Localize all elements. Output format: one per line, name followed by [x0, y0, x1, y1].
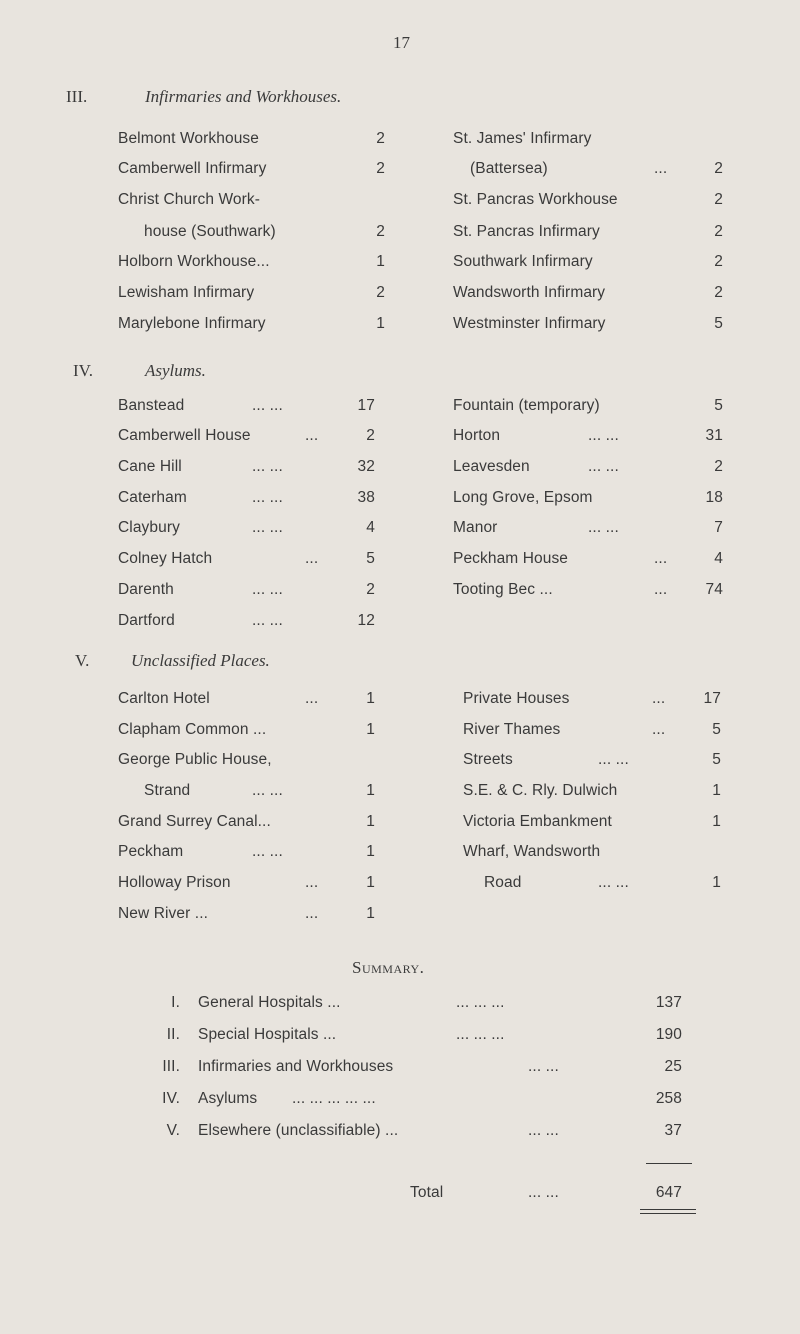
section-v-title: Unclassified Places.	[131, 651, 270, 670]
list-item-count: 2	[366, 427, 375, 444]
list-item: Camberwell House	[118, 427, 251, 444]
list-item-count: 1	[712, 874, 721, 891]
list-item: Banstead	[118, 397, 185, 414]
list-item-count: 4	[366, 519, 375, 536]
list-item-leader: ...	[305, 550, 319, 567]
list-item: George Public House,	[118, 751, 272, 768]
list-item-count: 2	[714, 284, 723, 301]
summary-row-numeral: I.	[171, 994, 180, 1011]
list-item: Streets	[463, 751, 513, 768]
list-item: Holloway Prison	[118, 874, 231, 891]
list-item: Camberwell Infirmary	[118, 160, 267, 177]
list-item: Westminster Infirmary	[453, 315, 606, 332]
list-item-leader: ... ...	[252, 397, 283, 414]
list-item: Tooting Bec ...	[453, 581, 553, 598]
section-iv-title: Asylums.	[145, 361, 206, 380]
list-item-leader: ... ...	[598, 751, 629, 768]
summary-row-leader: ... ... ...	[456, 1026, 505, 1043]
section-iv-numeral: IV.	[73, 361, 93, 380]
summary-row-leader: ... ... ...	[456, 994, 505, 1011]
list-item: Road	[484, 874, 522, 891]
summary-row-value: 25	[664, 1058, 682, 1075]
list-item-leader: ... ...	[252, 489, 283, 506]
summary-row-label: Infirmaries and Workhouses	[198, 1058, 394, 1075]
summary-row-leader: ... ...	[528, 1122, 559, 1139]
total-leader: ... ...	[528, 1184, 559, 1201]
list-item-count: 7	[714, 519, 723, 536]
list-item: River Thames	[463, 721, 561, 738]
list-item-count: 1	[712, 782, 721, 799]
list-item: Caterham	[118, 489, 187, 506]
list-item-leader: ... ...	[252, 581, 283, 598]
list-item-leader: ... ...	[252, 458, 283, 475]
list-item-count: 12	[357, 612, 375, 629]
total-double-rule-bottom	[640, 1213, 696, 1214]
list-item: Holborn Workhouse...	[118, 253, 270, 270]
list-item-leader: ... ...	[598, 874, 629, 891]
list-item: New River ...	[118, 905, 209, 922]
list-item: Manor	[453, 519, 498, 536]
summary-heading: Summary.	[352, 958, 425, 977]
list-item-count: 1	[366, 721, 375, 738]
list-item-count: 2	[714, 458, 723, 475]
summary-row-value: 137	[655, 994, 682, 1011]
list-item: St. James' Infirmary	[453, 130, 592, 147]
list-item: Long Grove, Epsom	[453, 489, 593, 506]
list-item: Lewisham Infirmary	[118, 284, 255, 301]
list-item-count: 38	[357, 489, 375, 506]
section-iii-numeral: III.	[66, 87, 88, 106]
list-item: Leavesden	[453, 458, 530, 475]
list-item: Belmont Workhouse	[118, 130, 259, 147]
summary-row-label: Asylums	[198, 1090, 258, 1107]
list-item-count: 2	[714, 191, 723, 208]
list-item-count: 17	[357, 397, 375, 414]
list-item: Wharf, Wandsworth	[463, 843, 601, 860]
total-value: 647	[655, 1184, 682, 1201]
list-item-count: 1	[376, 315, 385, 332]
total-label: Total	[410, 1184, 444, 1201]
list-item: Horton	[453, 427, 501, 444]
list-item: Christ Church Work-	[118, 191, 260, 208]
list-item-count: 1	[712, 813, 721, 830]
list-item-count: 1	[366, 690, 375, 707]
list-item-leader: ... ...	[252, 843, 283, 860]
list-item-leader: ...	[652, 690, 666, 707]
list-item-count: 5	[714, 397, 723, 414]
list-item-leader: ... ...	[588, 458, 619, 475]
list-item-leader: ... ...	[252, 612, 283, 629]
list-item-leader: ...	[652, 721, 666, 738]
list-item-count: 2	[376, 223, 385, 240]
list-item: Marylebone Infirmary	[118, 315, 266, 332]
list-item: Wandsworth Infirmary	[453, 284, 606, 301]
list-item: (Battersea)	[470, 160, 548, 177]
list-item: Peckham House	[453, 550, 569, 567]
list-item: S.E. & C. Rly. Dulwich	[463, 782, 618, 799]
summary-row-numeral: V.	[166, 1122, 180, 1139]
list-item-count: 74	[705, 581, 723, 598]
list-item-count: 2	[376, 160, 385, 177]
list-item: Private Houses	[463, 690, 570, 707]
list-item-count: 5	[712, 721, 721, 738]
list-item: Darenth	[118, 581, 174, 598]
list-item-count: 1	[376, 253, 385, 270]
list-item-leader: ...	[654, 581, 668, 598]
list-item: Victoria Embankment	[463, 813, 612, 830]
summary-row-leader: ... ... ... ... ...	[292, 1090, 376, 1107]
list-item-count: 2	[714, 160, 723, 177]
list-item-leader: ...	[305, 874, 319, 891]
list-item: St. Pancras Workhouse	[453, 191, 618, 208]
list-item-count: 2	[366, 581, 375, 598]
list-item: Claybury	[118, 519, 180, 536]
list-item-count: 31	[705, 427, 723, 444]
summary-row-numeral: IV.	[162, 1090, 180, 1107]
list-item-leader: ... ...	[252, 782, 283, 799]
list-item-count: 17	[703, 690, 721, 707]
list-item: Cane Hill	[118, 458, 182, 475]
list-item-count: 2	[376, 284, 385, 301]
list-item: St. Pancras Infirmary	[453, 223, 600, 240]
list-item: Colney Hatch	[118, 550, 213, 567]
list-item: Clapham Common ...	[118, 721, 267, 738]
list-item-count: 1	[366, 813, 375, 830]
list-item: Strand	[144, 782, 191, 799]
list-item-count: 4	[714, 550, 723, 567]
subtotal-rule	[646, 1163, 692, 1164]
list-item-count: 1	[366, 782, 375, 799]
list-item: Dartford	[118, 612, 175, 629]
list-item: Grand Surrey Canal...	[118, 813, 271, 830]
list-item-leader: ...	[305, 905, 319, 922]
list-item-leader: ...	[654, 550, 668, 567]
summary-row-numeral: III.	[162, 1058, 180, 1075]
list-item: house (Southwark)	[144, 223, 276, 240]
summary-row-value: 258	[655, 1090, 682, 1107]
summary-row-label: Special Hospitals ...	[198, 1026, 337, 1043]
list-item-count: 5	[366, 550, 375, 567]
list-item: Fountain (temporary)	[453, 397, 600, 414]
list-item-count: 1	[366, 843, 375, 860]
list-item-count: 5	[712, 751, 721, 768]
page-number: 17	[393, 33, 410, 52]
list-item-count: 5	[714, 315, 723, 332]
list-item-leader: ...	[305, 690, 319, 707]
list-item: Carlton Hotel	[118, 690, 210, 707]
list-item: Peckham	[118, 843, 184, 860]
list-item-count: 2	[714, 253, 723, 270]
list-item-leader: ... ...	[588, 519, 619, 536]
list-item-leader: ... ...	[588, 427, 619, 444]
list-item-count: 32	[357, 458, 375, 475]
list-item-count: 2	[376, 130, 385, 147]
summary-row-value: 190	[655, 1026, 682, 1043]
list-item-leader: ...	[654, 160, 668, 177]
list-item-count: 18	[705, 489, 723, 506]
summary-row-label: General Hospitals ...	[198, 994, 341, 1011]
list-item-count: 2	[714, 223, 723, 240]
summary-row-label: Elsewhere (unclassifiable) ...	[198, 1122, 399, 1139]
list-item-leader: ...	[305, 427, 319, 444]
section-v-numeral: V.	[75, 651, 90, 670]
section-iii-title: Infirmaries and Workhouses.	[145, 87, 342, 106]
list-item-leader: ... ...	[252, 519, 283, 536]
total-double-rule-top	[640, 1209, 696, 1210]
list-item-count: 1	[366, 905, 375, 922]
list-item: Southwark Infirmary	[453, 253, 593, 270]
summary-row-leader: ... ...	[528, 1058, 559, 1075]
list-item-count: 1	[366, 874, 375, 891]
summary-row-value: 37	[664, 1122, 682, 1139]
summary-row-numeral: II.	[166, 1026, 180, 1043]
